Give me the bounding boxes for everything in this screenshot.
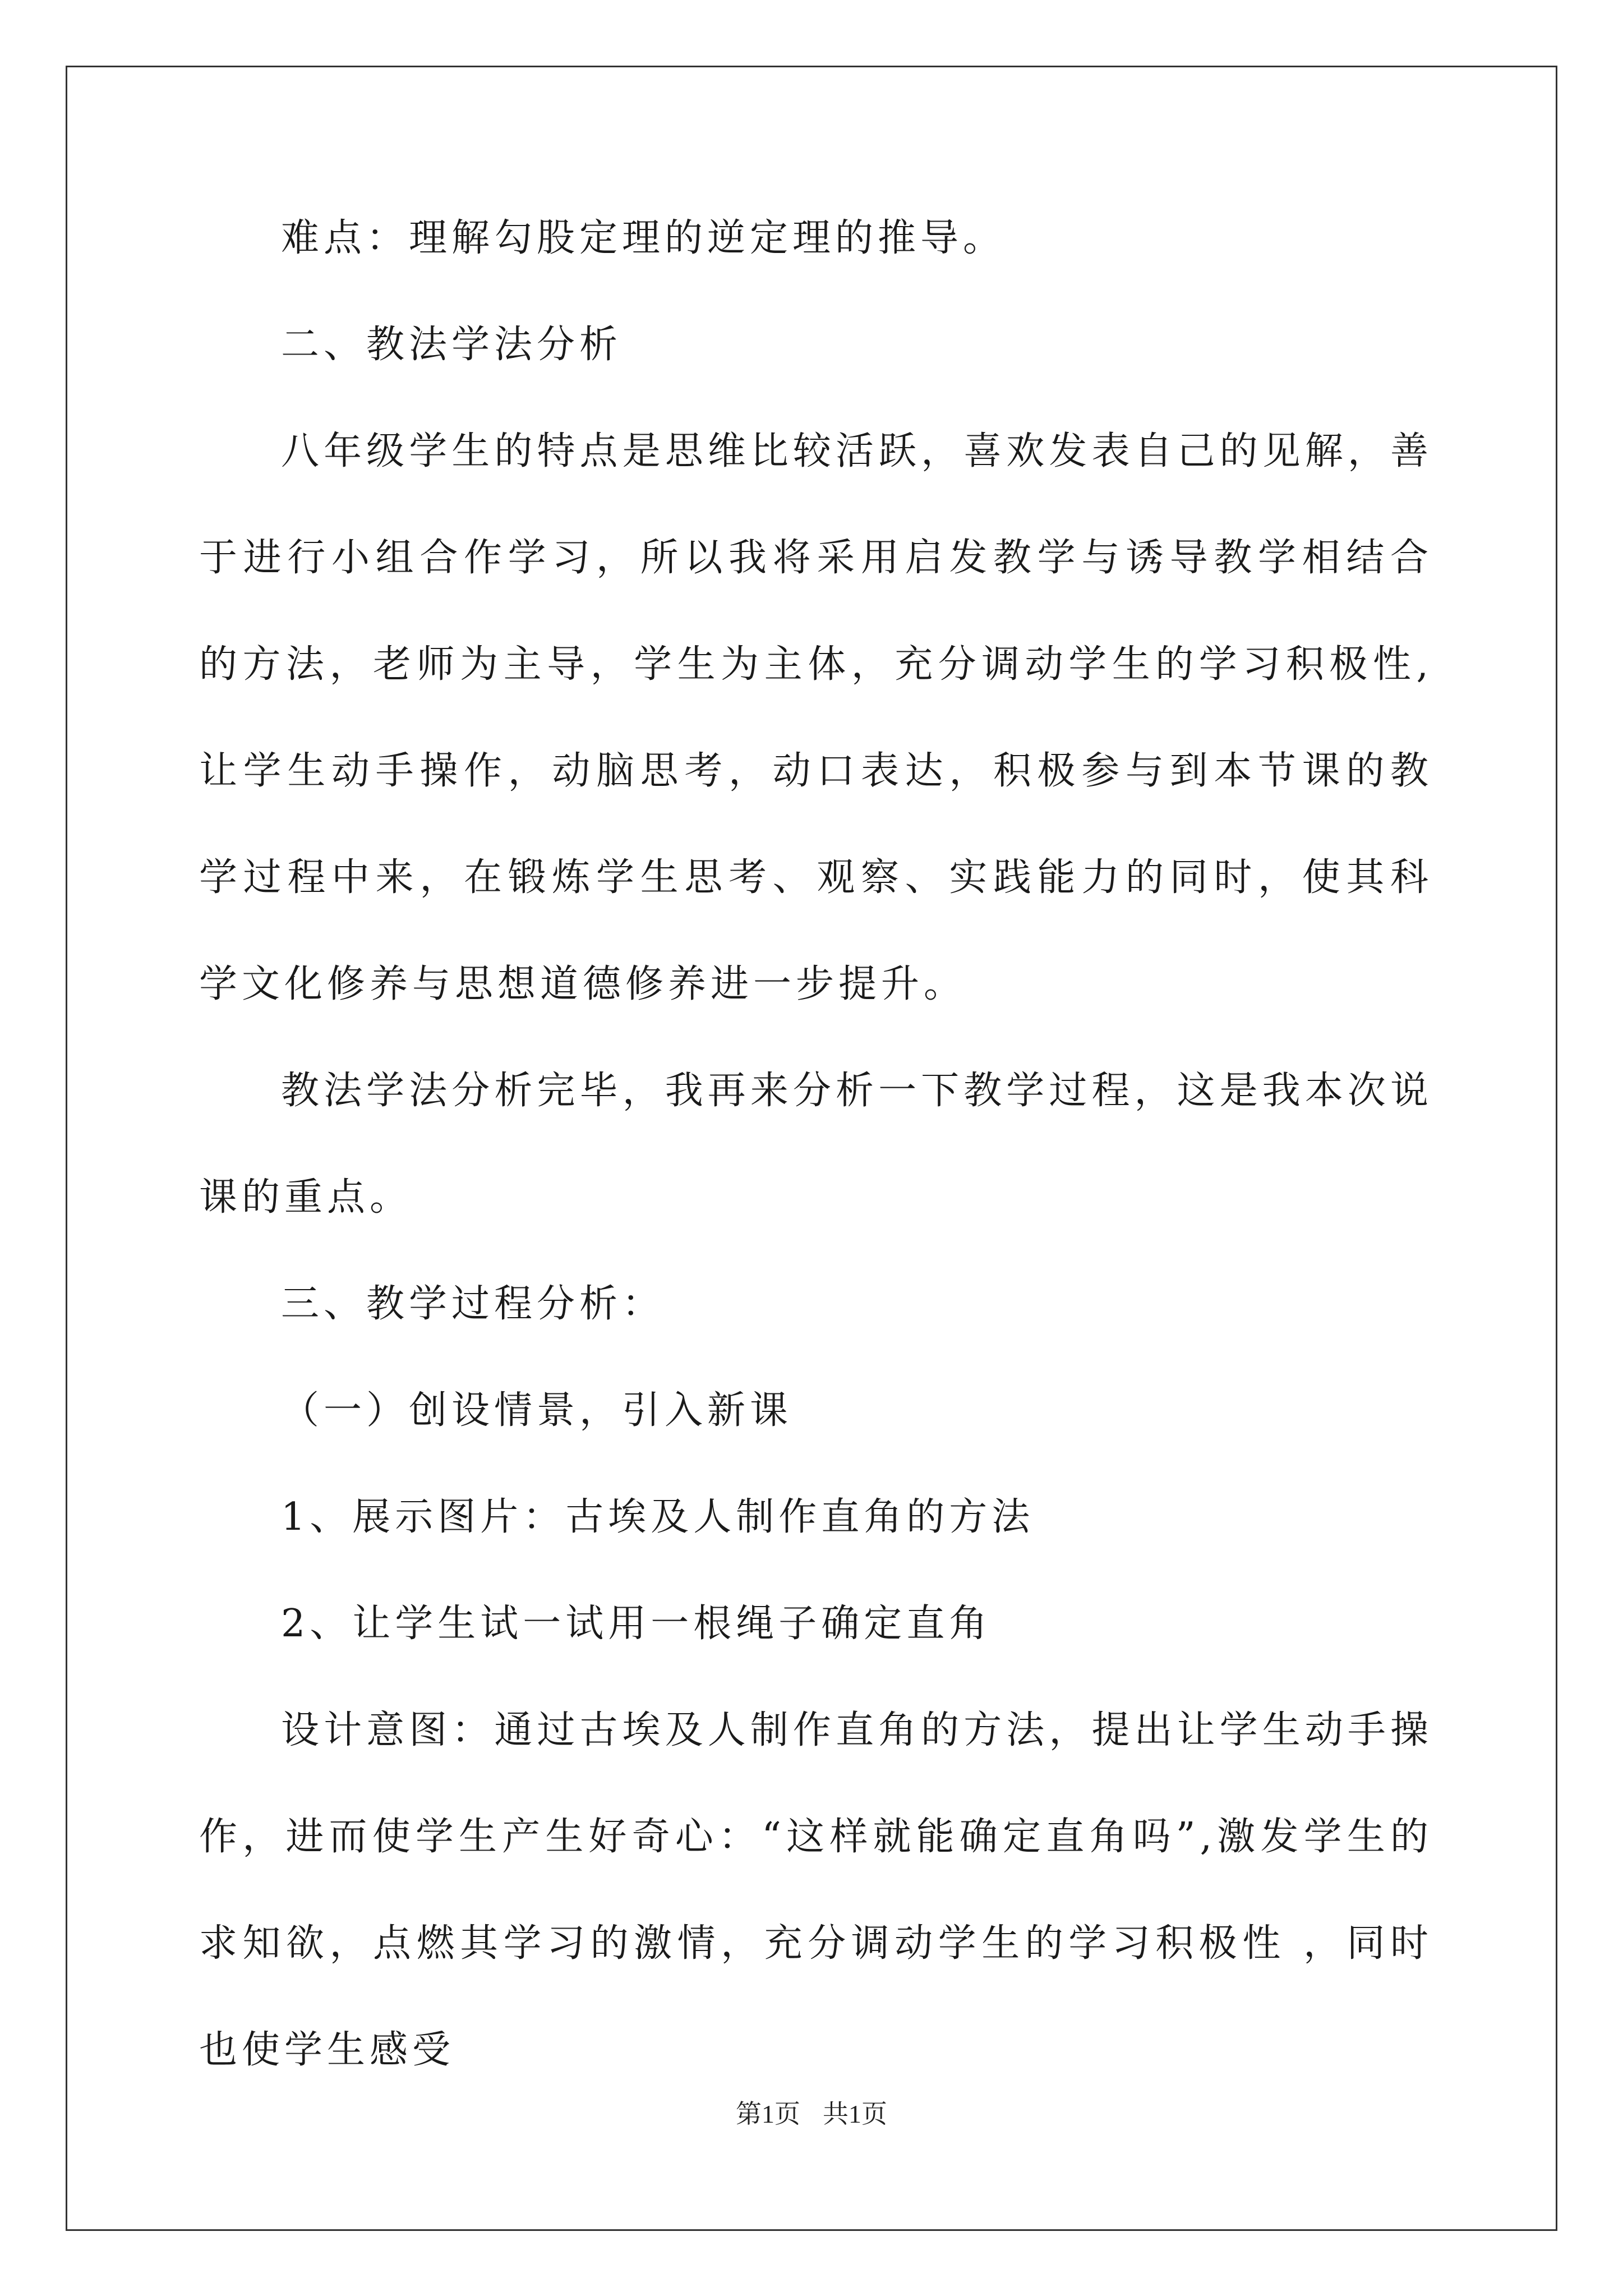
paragraph-difficulty: 难点：理解勾股定理的逆定理的推导。 [281, 216, 1006, 260]
paragraph-transition: 教法学法分析完毕，我再来分析一下教学过程，这是我本次说课的重点。 [199, 1069, 1433, 1220]
subsection-heading-scenario: （一）创设情景，引入新课 [281, 1388, 793, 1433]
section-heading-teaching-process: 三、教学过程分析： [281, 1282, 665, 1326]
paragraph-methods-analysis: 八年级学生的特点是思维比较活跃，喜欢发表自己的见解，善于进行小组合作学习，所以我将采用启发教学与诱导教学相结合的方法，老师为主导，学生为主体，充分调动学生的学习积极性,让学生动手操作，动脑思考，动口表达，积极参与到本节课的教学过程中来，在锻炼学生思考、观察、实践能力的同时，使其科学文化修养与思想道德修养进一步提升。 [199, 429, 1433, 1006]
document-body [199, 185, 1433, 2104]
page-number: 第1页 [736, 2100, 800, 2128]
list-item-rope-activity: 2、让学生试一试用一根绳子确定直角 [281, 1602, 992, 1646]
paragraph-design-intent: 设计意图：通过古埃及人制作直角的方法，提出让学生动手操作，进而使学生产生好奇心：“这样就能确定直角吗”,激发学生的求知欲，点燃其学习的激情，充分调动学生的学习积极性 ，同时也使学生感受 [199, 1708, 1433, 2072]
list-item-show-picture: 1、展示图片：古埃及人制作直角的方法 [281, 1495, 1035, 1539]
page-footer [0, 2093, 1623, 2131]
page-total: 共1页 [823, 2100, 887, 2128]
section-heading-teaching-methods: 二、教法学法分析 [281, 323, 623, 367]
